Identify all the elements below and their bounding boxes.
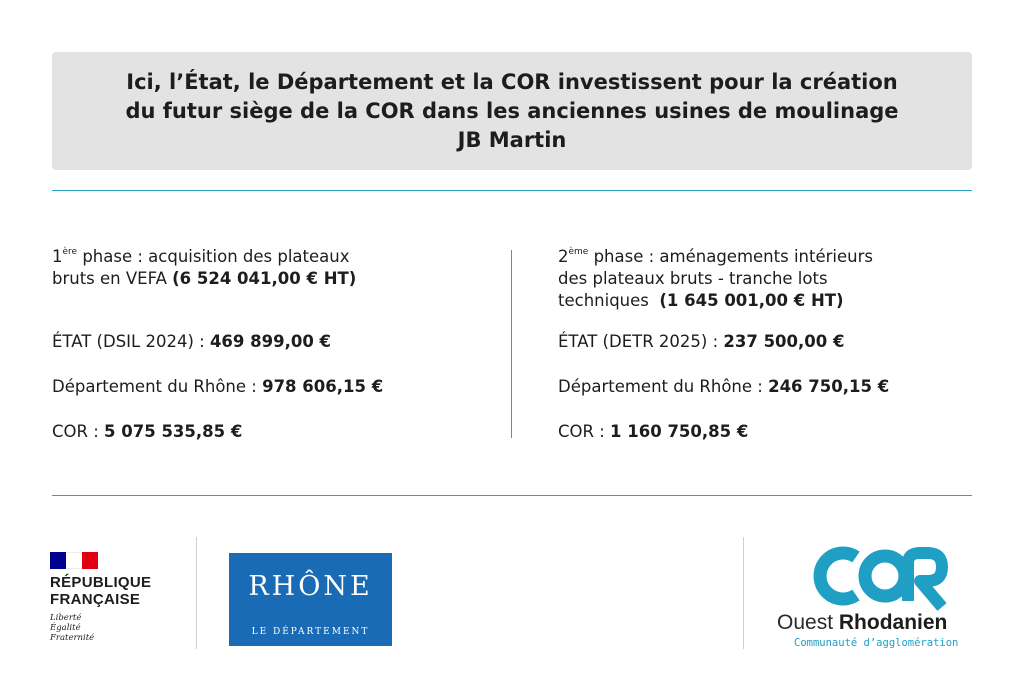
cor-ouest-rhodanien-logo xyxy=(770,545,980,655)
republique-francaise-logo xyxy=(50,552,190,652)
phase1-column xyxy=(52,246,492,441)
motto-fraternite: Fraternité xyxy=(50,633,95,643)
page-title-line-3: JB Martin xyxy=(457,127,567,152)
funder-value: 1 160 750,85 € xyxy=(610,422,749,441)
phase2-funder-cor xyxy=(558,422,748,441)
cor-title-light: Ouest xyxy=(777,611,839,634)
phase1-amount: (6 524 041,00 € HT) xyxy=(172,269,357,288)
funder-label: Département du Rhône : xyxy=(558,377,769,396)
phase1-funder-etat xyxy=(52,332,331,351)
funder-value: 237 500,00 € xyxy=(723,332,845,351)
motto-egalite: Égalité xyxy=(50,623,81,633)
page-title-line-1: Ici, l’État, le Département et la COR investissent pour la création xyxy=(126,69,898,94)
phase2-number: 2 xyxy=(558,247,569,266)
cor-title xyxy=(777,611,947,635)
funder-label: COR : xyxy=(558,422,611,441)
phase2-column xyxy=(558,246,978,441)
republique-motto xyxy=(50,613,94,643)
header-banner xyxy=(52,52,972,170)
phase1-text-2: bruts en VEFA xyxy=(52,269,173,288)
phase2-superscript: ème xyxy=(568,247,589,257)
funder-value: 5 075 535,85 € xyxy=(104,422,243,441)
logo-separator xyxy=(743,537,744,649)
logo-separator xyxy=(196,537,197,649)
cor-mark-icon xyxy=(770,545,980,611)
funder-label: ÉTAT (DSIL 2024) : xyxy=(52,332,210,351)
phase2-funder-etat xyxy=(558,332,844,351)
phase1-funder-departement xyxy=(52,377,383,396)
cor-subtitle: Communauté d’agglomération xyxy=(794,637,959,649)
republique-name-line-1: RÉPUBLIQUE xyxy=(50,574,152,591)
rhone-subtitle: LE DÉPARTEMENT xyxy=(251,627,370,637)
funder-value: 246 750,15 € xyxy=(768,377,890,396)
phase2-text-3: techniques xyxy=(558,291,660,310)
republique-name-line-2: FRANÇAISE xyxy=(50,591,141,608)
funder-value: 978 606,15 € xyxy=(262,377,384,396)
phase2-text-1: phase : aménagements intérieurs xyxy=(588,247,873,266)
phase1-description xyxy=(52,246,492,290)
page-title-line-2: du futur siège de la COR dans les anciennes usines de moulinage xyxy=(125,98,899,123)
divider-bottom xyxy=(52,495,972,496)
motto-liberte: Liberté xyxy=(50,613,82,623)
phase1-number: 1 xyxy=(52,247,63,266)
phase1-funder-cor xyxy=(52,422,242,441)
rhone-title: RHÔNE xyxy=(248,571,373,602)
funder-label: Département du Rhône : xyxy=(52,377,263,396)
column-divider xyxy=(511,250,512,438)
phase1-text-1: phase : acquisition des plateaux xyxy=(77,247,350,266)
rhone-departement-logo xyxy=(229,553,392,646)
funder-value: 469 899,00 € xyxy=(209,332,332,351)
phase2-funder-departement xyxy=(558,377,889,396)
republique-name xyxy=(50,574,151,608)
phase2-text-2: des plateaux bruts - tranche lots xyxy=(558,269,828,288)
divider-top xyxy=(52,190,972,191)
funder-label: ÉTAT (DETR 2025) : xyxy=(558,332,724,351)
funder-label: COR : xyxy=(52,422,105,441)
marianne-flag-icon xyxy=(50,552,98,569)
phase2-amount: (1 645 001,00 € HT) xyxy=(659,291,844,310)
cor-title-bold: Rhodanien xyxy=(838,611,948,634)
phase1-superscript: ère xyxy=(62,247,78,257)
phase2-description xyxy=(558,246,978,312)
